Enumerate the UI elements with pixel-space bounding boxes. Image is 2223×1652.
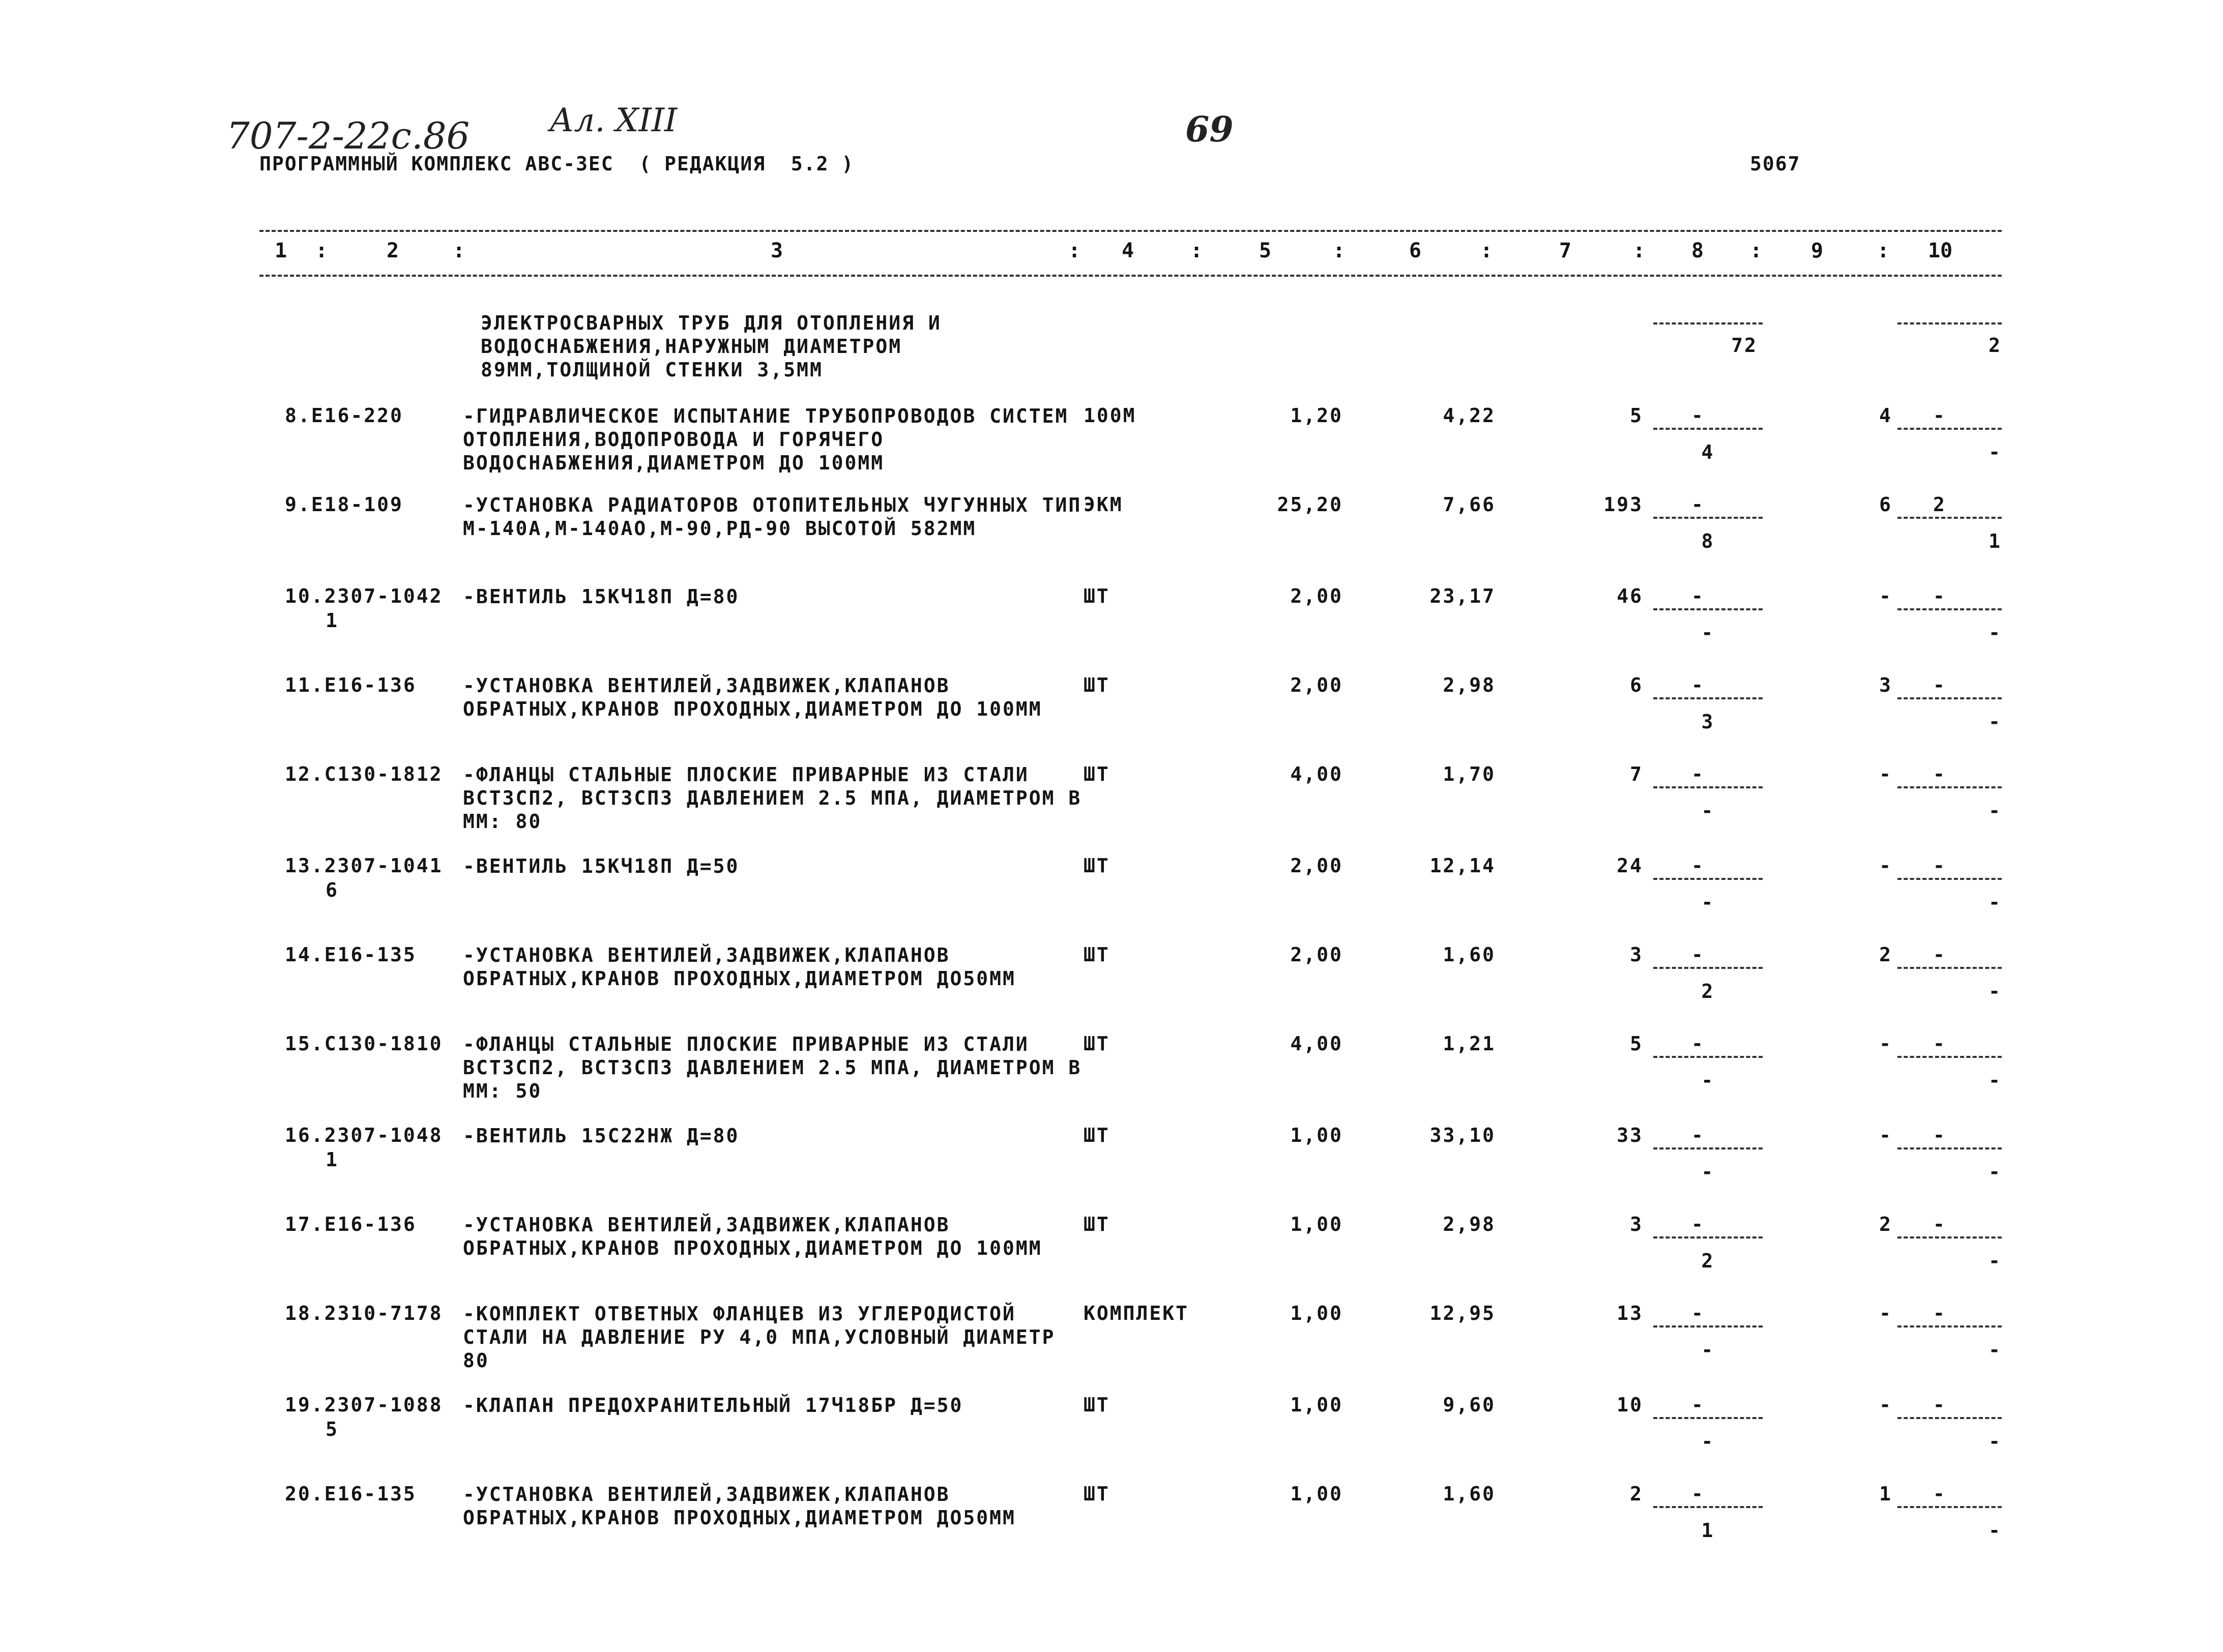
col10-divider <box>1897 1236 2002 1238</box>
row-col8-top: - <box>1691 1124 1705 1146</box>
row-description: -УСТАНОВКА ВЕНТИЛЕЙ,ЗАДВИЖЕК,КЛАПАНОВ ОБРАТНЫХ,КРАНОВ ПРОХОДНЫХ,ДИАМЕТРОМ ДО 100ММ <box>463 674 1042 720</box>
col10-divider <box>1897 697 2002 699</box>
row-col10-top: - <box>1933 763 1946 785</box>
row-col8-top: - <box>1691 1213 1705 1235</box>
row-unit: ШТ <box>1084 1124 1110 1146</box>
row-description: -КОМПЛЕКТ ОТВЕТНЫХ ФЛАНЦЕВ ИЗ УГЛЕРОДИСТОЙ СТАЛИ НА ДАВЛЕНИЕ РУ 4,0 МПА,УСЛОВНЫЙ ДИАМЕТР 80 <box>463 1303 1056 1372</box>
row-quantity: 4,00 <box>1290 763 1343 785</box>
row-col9: 2 <box>1879 1213 1892 1235</box>
row-unit-price: 23,17 <box>1429 585 1496 607</box>
row-col9: - <box>1879 854 1892 877</box>
column-number-6: 6 <box>1409 239 1422 262</box>
header-bottom-rule <box>259 275 2002 277</box>
c8-divider <box>1653 322 1763 324</box>
column-number-7: 7 <box>1559 239 1572 262</box>
col10-divider <box>1897 786 2002 788</box>
column-separator: : <box>315 239 328 262</box>
continuation-c8: 72 <box>1731 334 1758 357</box>
col8-divider <box>1653 517 1763 519</box>
row-quantity: 2,00 <box>1290 585 1343 607</box>
row-unit-price: 12,14 <box>1429 854 1496 877</box>
row-description: -КЛАПАН ПРЕДОХРАНИТЕЛЬНЫЙ 17Ч18БР Д=50 <box>463 1394 963 1417</box>
row-col10-top: - <box>1933 1032 1946 1055</box>
row-unit: ШТ <box>1084 674 1110 696</box>
row-description: -УСТАНОВКА РАДИАТОРОВ ОТОПИТЕЛЬНЫХ ЧУГУННЫХ ТИП М-140А,М-140АО,М-90,РД-90 ВЫСОТОЙ 582ММ <box>463 494 1082 540</box>
row-col7: 46 <box>1617 585 1643 607</box>
row-col9: - <box>1879 1032 1892 1055</box>
col8-divider <box>1653 1325 1763 1328</box>
row-col9: - <box>1879 763 1892 785</box>
row-description: -ФЛАНЦЫ СТАЛЬНЫЕ ПЛОСКИЕ ПРИВАРНЫЕ ИЗ СТАЛИ ВСТ3СП2, ВСТ3СП3 ДАВЛЕНИЕМ 2.5 МПА, ДИАМЕТРОМ В ММ: 80 <box>463 763 1082 833</box>
col8-divider <box>1653 428 1763 430</box>
row-code: 8.Е16-220 <box>285 404 403 427</box>
column-number-9: 9 <box>1811 239 1824 262</box>
row-quantity: 2,00 <box>1290 854 1343 877</box>
col8-divider <box>1653 1147 1763 1149</box>
row-col7: 13 <box>1617 1302 1643 1324</box>
col10-divider <box>1897 1056 2002 1058</box>
row-code: 16.2307-1048 <box>285 1124 443 1146</box>
row-unit-price: 7,66 <box>1443 493 1496 516</box>
row-col7: 3 <box>1630 1213 1643 1235</box>
row-col9: 2 <box>1879 943 1892 966</box>
col8-divider <box>1653 786 1763 788</box>
col10-divider <box>1897 428 2002 430</box>
col8-divider <box>1653 697 1763 699</box>
row-code: 9.Е18-109 <box>285 493 403 516</box>
row-col8-top: - <box>1691 493 1705 516</box>
row-col7: 3 <box>1630 943 1643 966</box>
row-unit: ШТ <box>1084 1213 1110 1235</box>
row-col10-top: - <box>1933 674 1946 696</box>
row-col8-bottom: - <box>1701 1069 1715 1092</box>
col8-divider <box>1653 967 1763 969</box>
row-col7: 10 <box>1617 1394 1643 1416</box>
row-col8-bottom: - <box>1701 1339 1715 1361</box>
row-col8-top: - <box>1691 674 1705 696</box>
column-separator: : <box>1480 239 1493 262</box>
row-col10-bottom: - <box>1988 980 2002 1002</box>
column-number-10: 10 <box>1928 239 1953 262</box>
col10-divider <box>1897 878 2002 880</box>
album-mark: Ал. XIII <box>549 102 678 139</box>
row-col8-top: - <box>1691 943 1705 966</box>
row-code: 15.С130-1810 <box>285 1032 443 1055</box>
header-top-rule <box>259 230 2002 232</box>
row-col8-top: - <box>1691 763 1705 785</box>
handwritten-code: 707-2-22с.86 <box>226 114 470 157</box>
row-unit: ШТ <box>1084 854 1110 877</box>
row-unit: ШТ <box>1084 585 1110 607</box>
column-number-4: 4 <box>1122 239 1134 262</box>
row-col9: - <box>1879 1124 1892 1146</box>
row-col10-bottom: - <box>1988 1430 2002 1453</box>
row-col8-bottom: 1 <box>1701 1519 1715 1542</box>
row-quantity: 25,20 <box>1277 493 1343 516</box>
row-code: 14.Е16-135 <box>285 943 417 966</box>
row-description: -УСТАНОВКА ВЕНТИЛЕЙ,ЗАДВИЖЕК,КЛАПАНОВ ОБРАТНЫХ,КРАНОВ ПРОХОДНЫХ,ДИАМЕТРОМ ДО50ММ <box>463 944 1016 990</box>
row-code: 19.2307-1088 <box>285 1394 443 1416</box>
row-unit: КОМПЛЕКТ <box>1084 1302 1189 1324</box>
row-col10-top: - <box>1933 1302 1946 1324</box>
col8-divider <box>1653 1506 1763 1508</box>
row-quantity: 1,00 <box>1290 1302 1343 1324</box>
row-unit-price: 2,98 <box>1443 1213 1496 1235</box>
row-col8-bottom: - <box>1701 891 1715 913</box>
row-unit: ШТ <box>1084 763 1110 785</box>
column-number-2: 2 <box>387 239 399 262</box>
col10-divider <box>1897 1147 2002 1149</box>
row-quantity: 1,00 <box>1290 1124 1343 1146</box>
column-separator: : <box>1333 239 1345 262</box>
row-unit-price: 1,60 <box>1443 1483 1496 1505</box>
row-col8-bottom: - <box>1701 1430 1715 1453</box>
row-description: -ВЕНТИЛЬ 15КЧ18П Д=50 <box>463 855 740 877</box>
col10-divider <box>1897 608 2002 610</box>
row-col8-bottom: 2 <box>1701 980 1715 1002</box>
row-code: 17.Е16-136 <box>285 1213 417 1235</box>
row-col10-bottom: - <box>1988 1161 2002 1183</box>
row-unit: ЭКМ <box>1084 493 1123 516</box>
row-col8-bottom: 3 <box>1701 711 1715 733</box>
row-description: -УСТАНОВКА ВЕНТИЛЕЙ,ЗАДВИЖЕК,КЛАПАНОВ ОБРАТНЫХ,КРАНОВ ПРОХОДНЫХ,ДИАМЕТРОМ ДО 100ММ <box>463 1214 1042 1259</box>
row-code: 13.2307-1041 <box>285 854 443 877</box>
row-description: -ВЕНТИЛЬ 15КЧ18П Д=80 <box>463 585 740 608</box>
row-col10-top: - <box>1933 1213 1946 1235</box>
row-description: -ФЛАНЦЫ СТАЛЬНЫЕ ПЛОСКИЕ ПРИВАРНЫЕ ИЗ СТАЛИ ВСТ3СП2, ВСТ3СП3 ДАВЛЕНИЕМ 2.5 МПА, ДИАМЕТРОМ В ММ: 50 <box>463 1033 1082 1102</box>
row-unit-price: 4,22 <box>1443 404 1496 427</box>
column-number-3: 3 <box>771 239 783 262</box>
row-code-extra: 6 <box>326 879 339 901</box>
row-col8-bottom: - <box>1701 622 1715 644</box>
col8-divider <box>1653 1417 1763 1419</box>
c10-divider <box>1897 322 2002 324</box>
col10-divider <box>1897 1417 2002 1419</box>
row-col10-top: - <box>1933 1394 1946 1416</box>
row-col8-top: - <box>1691 854 1705 877</box>
row-quantity: 1,00 <box>1290 1213 1343 1235</box>
row-col8-top: - <box>1691 1394 1705 1416</box>
row-col9: - <box>1879 1302 1892 1324</box>
row-col7: 193 <box>1603 493 1643 516</box>
column-separator: : <box>1750 239 1763 262</box>
row-col7: 24 <box>1617 854 1643 877</box>
row-code: 11.Е16-136 <box>285 674 417 696</box>
row-unit: ШТ <box>1084 1483 1110 1505</box>
row-col9: 1 <box>1879 1483 1892 1505</box>
row-code: 10.2307-1042 <box>285 585 443 607</box>
row-col10-top: - <box>1933 585 1946 607</box>
row-col8-bottom: - <box>1701 1161 1715 1183</box>
continuation-desc: ЭЛЕКТРОСВАРНЫХ ТРУБ ДЛЯ ОТОПЛЕНИЯ И ВОДОСНАБЖЕНИЯ,НАРУЖНЫМ ДИАМЕТРОМ 89ММ,ТОЛЩИНОЙ СТЕНКИ 3,5ММ <box>481 312 942 381</box>
row-unit: 100М <box>1084 404 1136 427</box>
row-col8-bottom: 2 <box>1701 1250 1715 1272</box>
row-col9: - <box>1879 585 1892 607</box>
row-col8-bottom: 4 <box>1701 441 1715 463</box>
column-separator: : <box>1068 239 1081 262</box>
row-code-extra: 1 <box>326 1148 339 1171</box>
row-unit-price: 33,10 <box>1429 1124 1496 1146</box>
row-col10-bottom: - <box>1988 441 2002 463</box>
row-description: -УСТАНОВКА ВЕНТИЛЕЙ,ЗАДВИЖЕК,КЛАПАНОВ ОБРАТНЫХ,КРАНОВ ПРОХОДНЫХ,ДИАМЕТРОМ ДО50ММ <box>463 1483 1016 1529</box>
col8-divider <box>1653 1236 1763 1238</box>
col10-divider <box>1897 967 2002 969</box>
row-col10-top: - <box>1933 1124 1946 1146</box>
row-col10-bottom: - <box>1988 891 2002 913</box>
row-col8-top: - <box>1691 1032 1705 1055</box>
col10-divider <box>1897 517 2002 519</box>
row-unit-price: 1,70 <box>1443 763 1496 785</box>
row-quantity: 2,00 <box>1290 943 1343 966</box>
row-unit-price: 9,60 <box>1443 1394 1496 1416</box>
column-separator: : <box>453 239 465 262</box>
col8-divider <box>1653 608 1763 610</box>
row-unit-price: 1,21 <box>1443 1032 1496 1055</box>
row-unit-price: 2,98 <box>1443 674 1496 696</box>
row-col10-bottom: - <box>1988 1339 2002 1361</box>
row-code: 20.Е16-135 <box>285 1483 417 1505</box>
continuation-c10: 2 <box>1988 334 2002 357</box>
row-quantity: 1,00 <box>1290 1483 1343 1505</box>
doc-number: 5067 <box>1750 153 1801 175</box>
row-col8-top: - <box>1691 1302 1705 1324</box>
row-code: 18.2310-7178 <box>285 1302 443 1324</box>
row-col9: 4 <box>1879 404 1892 427</box>
row-col8-top: - <box>1691 585 1705 607</box>
row-col7: 5 <box>1630 1032 1643 1055</box>
row-col8-bottom: - <box>1701 800 1715 822</box>
row-unit: ШТ <box>1084 1394 1110 1416</box>
column-number-5: 5 <box>1259 239 1272 262</box>
row-code: 12.С130-1812 <box>285 763 443 785</box>
row-col10-top: - <box>1933 943 1946 966</box>
row-col10-bottom: - <box>1988 1250 2002 1272</box>
col8-divider <box>1653 878 1763 880</box>
row-col10-top: - <box>1933 1483 1946 1505</box>
program-line: ПРОГРАММНЫЙ КОМПЛЕКС АВС-3ЕС ( РЕДАКЦИЯ 5.2 ) <box>259 153 855 175</box>
column-number-8: 8 <box>1691 239 1704 262</box>
row-description: -ВЕНТИЛЬ 15С22НЖ Д=80 <box>463 1125 740 1147</box>
row-col10-bottom: 1 <box>1988 530 2002 552</box>
column-separator: : <box>1633 239 1646 262</box>
row-quantity: 2,00 <box>1290 674 1343 696</box>
row-col10-bottom: - <box>1988 800 2002 822</box>
row-quantity: 1,20 <box>1290 404 1343 427</box>
row-col9: 6 <box>1879 493 1892 516</box>
row-col10-bottom: - <box>1988 1519 2002 1542</box>
row-col10-top: - <box>1933 404 1946 427</box>
row-unit: ШТ <box>1084 1032 1110 1055</box>
row-col10-bottom: - <box>1988 622 2002 644</box>
row-quantity: 1,00 <box>1290 1394 1343 1416</box>
row-unit: ШТ <box>1084 943 1110 966</box>
row-col7: 2 <box>1630 1483 1643 1505</box>
row-col8-top: - <box>1691 404 1705 427</box>
col10-divider <box>1897 1325 2002 1328</box>
row-col10-bottom: - <box>1988 1069 2002 1092</box>
row-col7: 5 <box>1630 404 1643 427</box>
row-col10-bottom: - <box>1988 711 2002 733</box>
column-number-1: 1 <box>275 239 287 262</box>
row-code-extra: 5 <box>326 1418 339 1440</box>
row-unit-price: 1,60 <box>1443 943 1496 966</box>
row-code-extra: 1 <box>326 609 339 632</box>
page-number: 69 <box>1185 109 1234 150</box>
col10-divider <box>1897 1506 2002 1508</box>
row-col8-bottom: 8 <box>1701 530 1715 552</box>
row-quantity: 4,00 <box>1290 1032 1343 1055</box>
row-col9: 3 <box>1879 674 1892 696</box>
row-col10-top: - <box>1933 854 1946 877</box>
column-separator: : <box>1877 239 1890 262</box>
row-col7: 7 <box>1630 763 1643 785</box>
row-description: -ГИДРАВЛИЧЕСКОЕ ИСПЫТАНИЕ ТРУБОПРОВОДОВ СИСТЕМ ОТОПЛЕНИЯ,ВОДОПРОВОДА И ГОРЯЧЕГО ВОДОСНАБЖЕНИЯ,ДИАМЕТРОМ ДО 100ММ <box>463 405 1069 474</box>
row-col8-top: - <box>1691 1483 1705 1505</box>
row-col9: - <box>1879 1394 1892 1416</box>
col8-divider <box>1653 1056 1763 1058</box>
row-col10-top: 2 <box>1933 493 1946 516</box>
column-separator: : <box>1190 239 1203 262</box>
row-col7: 33 <box>1617 1124 1643 1146</box>
row-unit-price: 12,95 <box>1429 1302 1496 1324</box>
row-col7: 6 <box>1630 674 1643 696</box>
